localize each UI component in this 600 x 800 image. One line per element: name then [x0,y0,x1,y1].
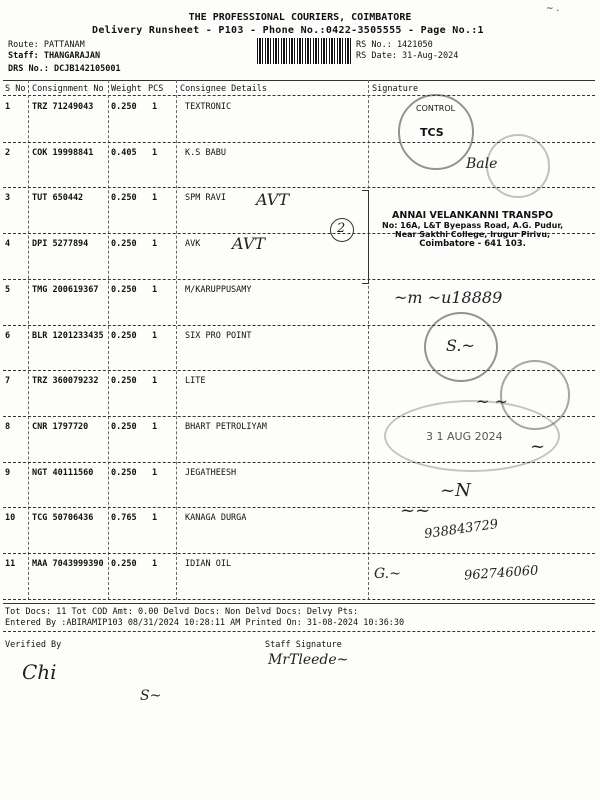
row-divider [3,279,595,280]
row-sno: 6 [5,330,11,341]
footer-rule [3,631,595,632]
signature-scribble: ~ ~ [476,392,508,411]
row-consignee: BHART PETROLIYAM [185,421,267,432]
row-sno: 10 [5,513,16,524]
transport-stamp: ANNAI VELANKANNI TRANSPO No: 16A, L&T Byepass Road, A.G. Pudur, Near Sakthi College, Irugur Pirivu, Coimbatore - 641 103. [382,210,564,249]
route-label: Route: PATTANAM [8,40,85,50]
column-divider [176,80,177,600]
row-divider [3,370,595,371]
column-header-consignee: Consignee Details [180,84,267,94]
handwritten-avt: AVT [256,190,289,209]
row-sno: 5 [5,284,11,295]
row-pcs: 1 [152,147,158,158]
signature-scribble: ~N [440,480,471,501]
signature-scribble: ~~ [400,500,431,521]
handwritten-phone: 962746060 [463,563,539,584]
signature-scribble: ~m ~u18889 [394,288,503,307]
table-top-rule [3,80,595,81]
bracket-mark [362,190,369,284]
column-header-weight: Weight [111,84,142,94]
barcode [257,38,353,64]
row-sno: 8 [5,421,11,432]
row-weight: 0.250 [111,376,137,387]
verifier-signature: Chi [22,660,57,684]
column-divider [108,80,109,600]
row-consignment-no: TMG 200619367 [32,284,99,295]
row-sno: 11 [5,559,16,569]
column-divider [368,80,369,600]
signature-scribble: S~ [140,688,162,704]
row-consignment-no: CNR 1797720 [32,421,89,432]
table-header-rule [3,95,595,96]
row-pcs: 1 [152,284,158,295]
row-pcs: 1 [152,559,158,569]
row-weight: 0.765 [111,513,137,524]
runsheet-subtitle: Delivery Runsheet - P103 - Phone No.:0422-3505555 - Page No.:1 [92,25,484,36]
row-weight: 0.250 [111,421,137,432]
signature-scribble: ~ [530,436,546,457]
signature-scribble: S.~ [446,336,475,355]
row-divider [3,325,595,326]
row-consignment-no: NGT 40111560 [32,467,94,478]
row-consignee: M/KARUPPUSAMY [185,284,252,295]
row-weight: 0.250 [111,284,137,295]
row-consignment-no: COK 19998841 [32,147,94,158]
signature-scribble: Bale [466,156,498,172]
staff-signature-label: Staff Signature [265,640,342,650]
handwritten-avt: AVT [232,234,265,253]
staff-signature: MrTleede~ [268,652,349,668]
row-consignment-no: DPI 5277894 [32,239,89,250]
row-weight: 0.250 [111,330,137,341]
row-divider [3,599,595,600]
circled-number: 2 [330,218,354,242]
row-sno: 7 [5,376,11,387]
date-stamp: 3 1 AUG 2024 [384,400,560,472]
row-consignee: JEGATHEESH [185,467,237,478]
totals-line: Tot Docs: 11 Tot COD Amt: 0.00 Delvd Docs: Non Delvd Docs: Delvy Pts: [5,607,359,617]
row-consignee: SPM RAVI [185,193,226,204]
row-pcs: 1 [152,467,158,478]
handwritten-phone: 938843729 [423,516,500,543]
row-weight: 0.250 [111,102,137,112]
signature-scribble: G.~ [374,566,401,582]
column-header-consignment: Consignment No [32,84,104,94]
row-weight: 0.250 [111,467,137,478]
rs-number: RS No.: 1421050 [356,40,433,50]
row-consignment-no: TRZ 71249043 [32,102,94,112]
row-pcs: 1 [152,193,158,204]
column-header-signature: Signature [372,84,419,94]
row-pcs: 1 [152,330,158,341]
row-sno: 4 [5,239,11,250]
row-weight: 0.250 [111,193,137,204]
drs-number: DRS No.: DCJB142105001 [8,64,121,74]
rs-date: RS Date: 31-Aug-2024 [356,51,459,61]
row-sno: 1 [5,102,11,112]
row-pcs: 1 [152,102,158,112]
staff-label: Staff: THANGARAJAN [8,51,101,61]
row-consignment-no: TUT 650442 [32,193,84,204]
row-sno: 9 [5,467,11,478]
row-consignee: KANAGA DURGA [185,513,247,524]
table-bottom-rule [3,603,595,604]
corner-mark: ~ . [546,4,560,14]
row-consignee: TEXTRONIC [185,102,232,112]
row-consignee: SIX PRO POINT [185,330,252,341]
row-consignee: IDIAN OIL [185,559,232,569]
row-consignee: AVK [185,239,201,250]
row-consignment-no: TCG 50706436 [32,513,94,524]
row-weight: 0.250 [111,559,137,569]
verified-by-label: Verified By [5,640,62,650]
row-pcs: 1 [152,376,158,387]
column-divider [28,80,29,600]
entered-by-line: Entered By :ABIRAMIP103 08/31/2024 10:28:11 AM Printed On: 31-08-2024 10:36:30 [5,618,405,628]
row-sno: 2 [5,147,11,158]
row-divider [3,507,595,508]
row-pcs: 1 [152,421,158,432]
row-weight: 0.250 [111,239,137,250]
company-title: THE PROFESSIONAL COURIERS, COIMBATORE [188,12,412,23]
column-header-pcs: PCS [148,84,164,94]
row-consignee: K.S BABU [185,147,226,158]
control-stamp: CONTROL TCS [398,94,474,170]
row-consignment-no: TRZ 360079232 [32,376,99,387]
row-pcs: 1 [152,513,158,524]
row-weight: 0.405 [111,147,137,158]
row-consignment-no: MAA 7043999390 [32,559,104,569]
row-consignee: LITE [185,376,206,387]
column-header-sno: S No [5,84,26,94]
row-divider [3,553,595,554]
row-sno: 3 [5,193,11,204]
row-pcs: 1 [152,239,158,250]
row-consignment-no: BLR 1201233435 [32,330,104,341]
